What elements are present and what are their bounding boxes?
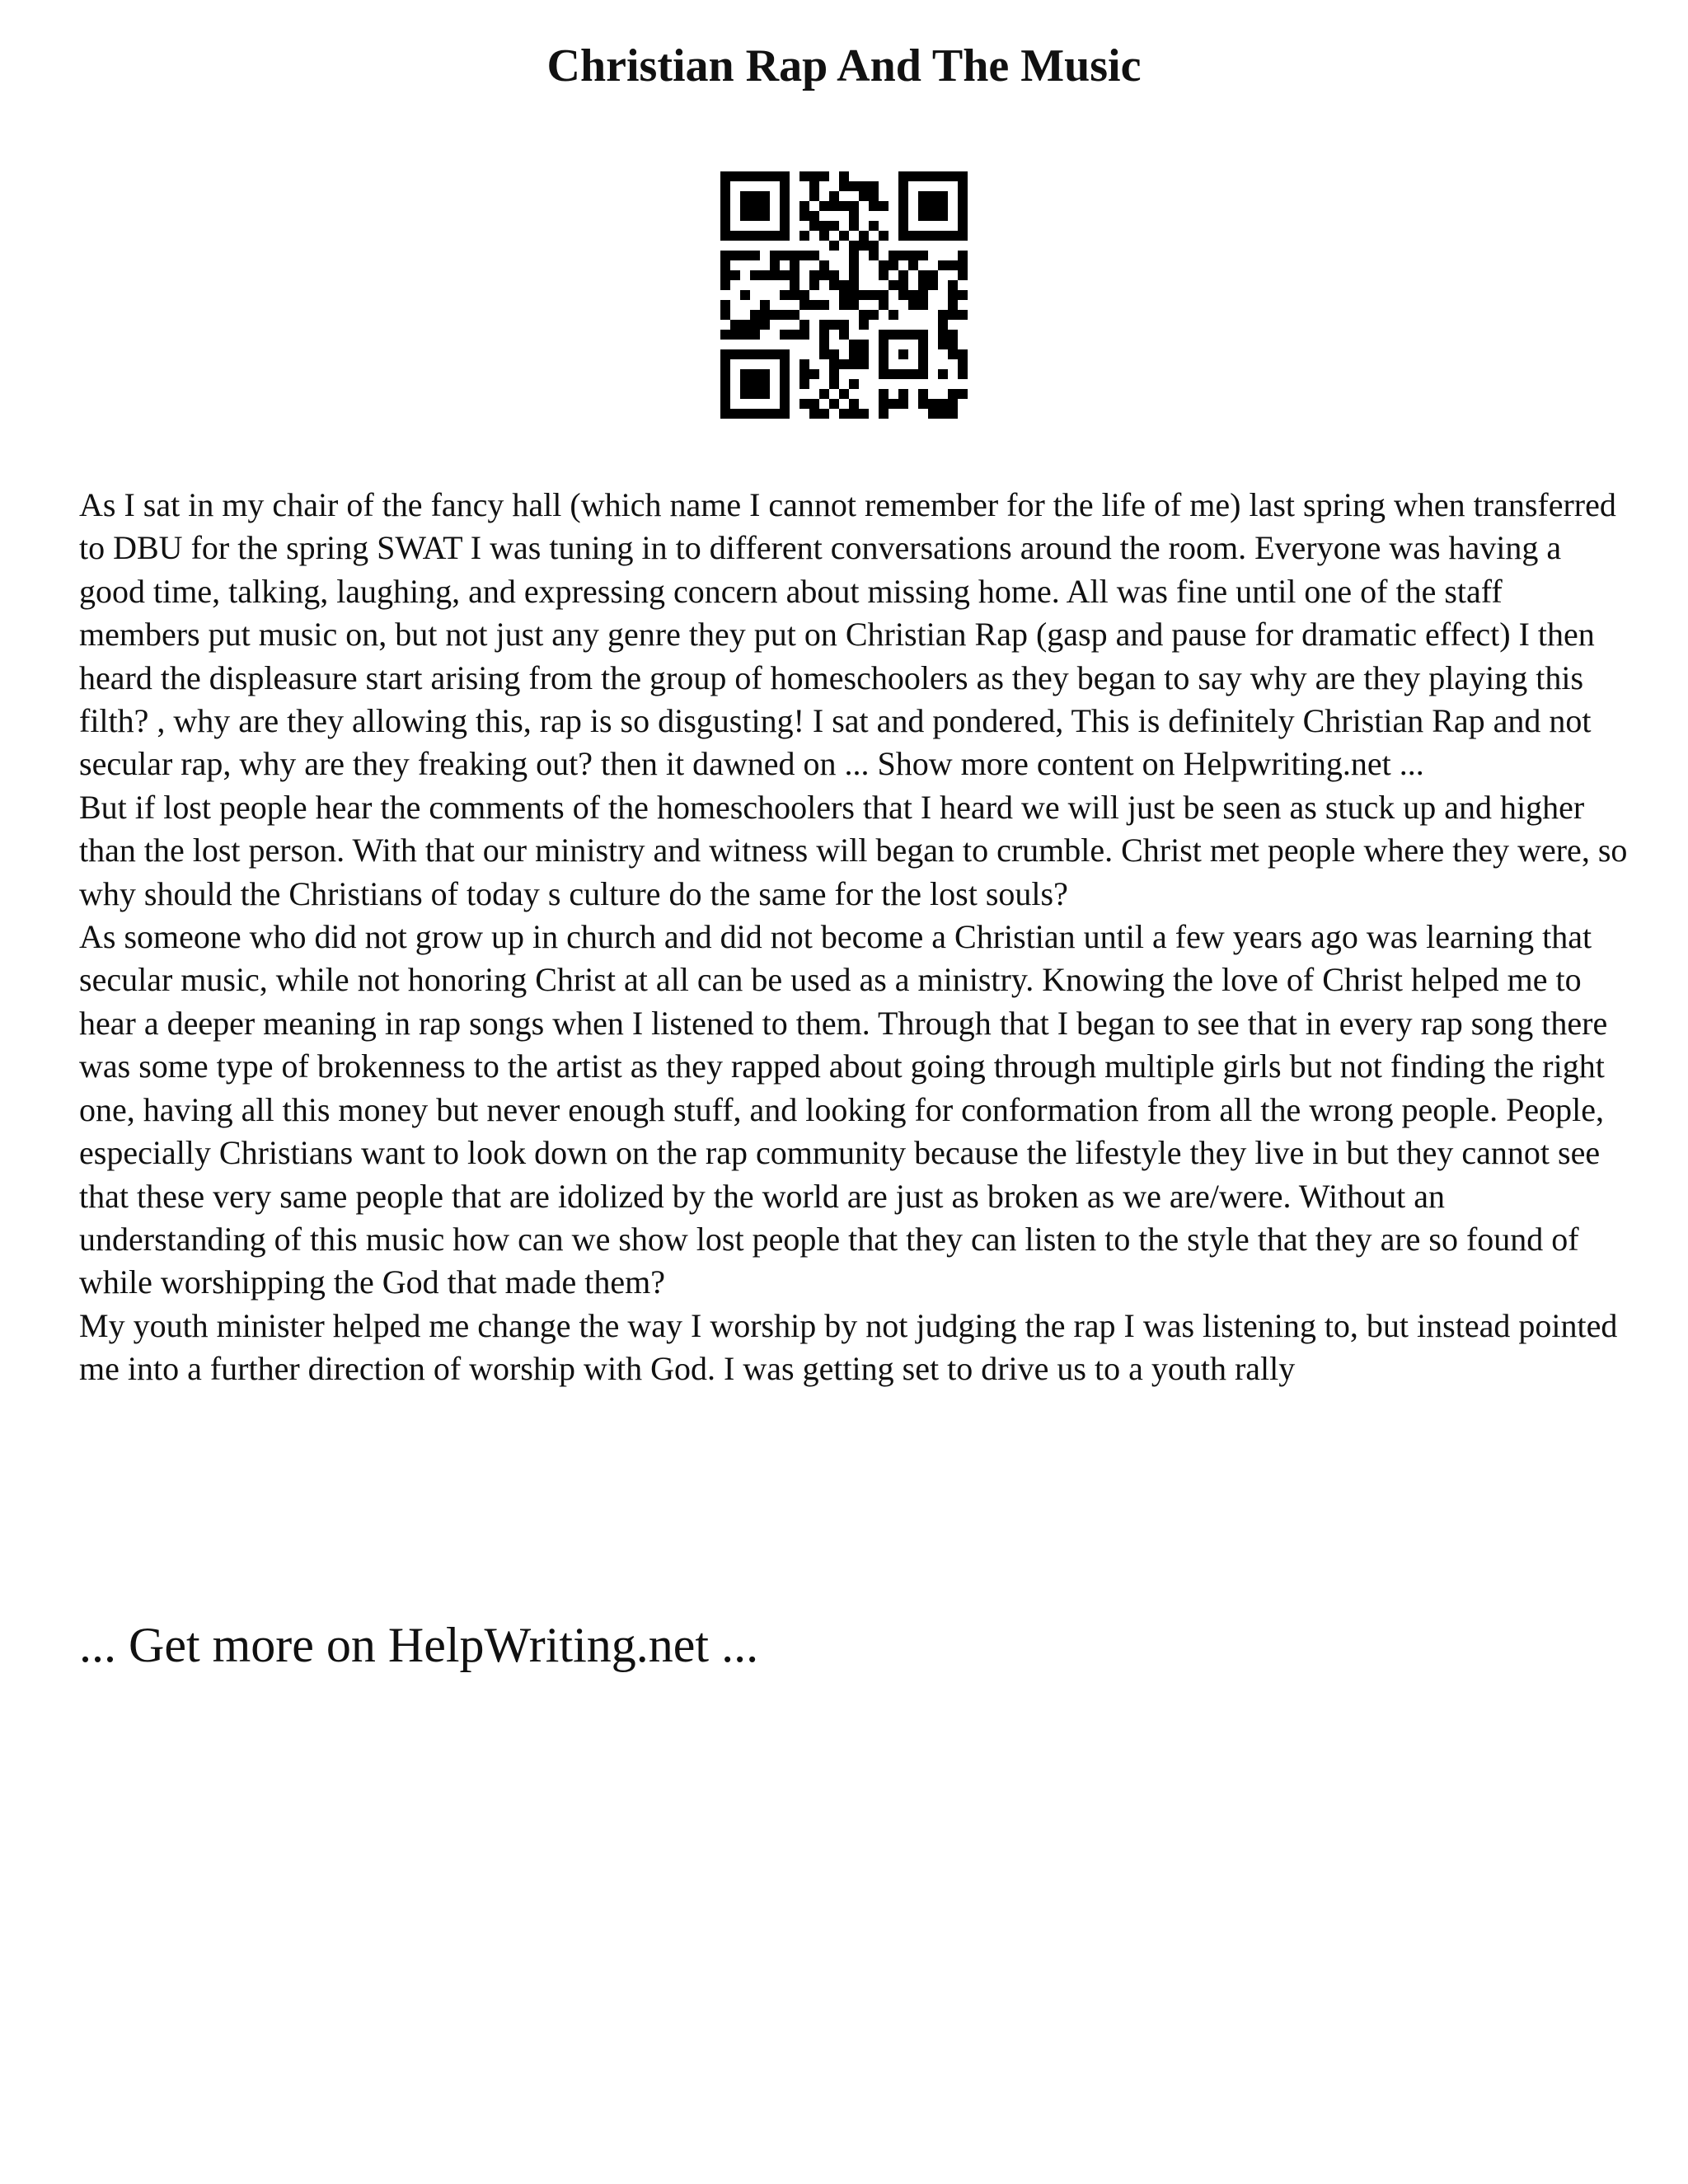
get-more-link[interactable]: ... Get more on HelpWriting.net ...	[79, 1618, 759, 1672]
page-title: Christian Rap And The Music	[546, 40, 1142, 91]
paragraph: My youth minister helped me change the way I worship by not judging the rap I was listening to, but instead pointed me into a further direction of worship with God. I was getting set to drive us to a youth rally	[79, 1306, 1618, 1388]
qr-code-icon[interactable]	[720, 171, 968, 419]
paragraph: But if lost people hear the comments of the homeschoolers that I heard we will just be seen as stuck up and higher than the lost person. With that our ministry and witness will began to crumble. Christ met people where they were, so why should the Christians of today s culture do the same for the lost souls?	[79, 788, 1628, 912]
article-body	[79, 484, 1629, 1391]
paragraph: As someone who did not grow up in church and did not become a Christian until a few years ago was learning that secular music, while not honoring Christ at all can be used as a ministry. Knowing the love of Christ helped me to hear a deeper meaning in rap songs when I listened to them. Through that I began to see that in every rap song there was some type of brokenness to the artist as they rapped about going through multiple girls but not finding the right one, having all this money but never enough stuff, and looking for conformation from all the wrong people. People, especially Christians want to look down on the rap community because the lifestyle they live in but they cannot see that these very same people that are idolized by the world are just as broken as we are/were. Without an understanding of this music how can we show lost people that they can listen to the style that they are so found of while worshipping the God that made them?	[79, 918, 1608, 1301]
paragraph: As I sat in my chair of the fancy hall (which name I cannot remember for the life of me) last spring when transferred to DBU for the spring SWAT I was tuning in to different conversations around the room. Everyone was having a good time, talking, laughing, and expressing concern about missing home. All was fine until one of the staff members put music on, but not just any genre they put on Christian Rap (gasp and pause for dramatic effect) I then heard the displeasure start arising from the group of homeschoolers as they began to say why are they playing this filth? , why are they allowing this, rap is so disgusting! I sat and pondered, This is definitely Christian Rap and not secular rap, why are they freaking out? then it dawned on ... Show more content on Helpwriting.net ...	[79, 486, 1616, 783]
